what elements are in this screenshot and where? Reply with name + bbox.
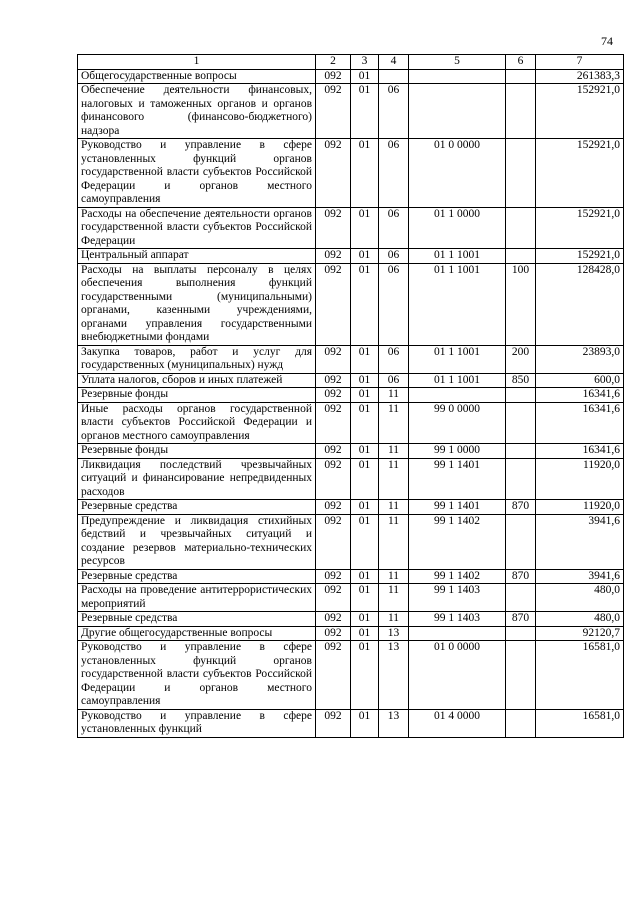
cell-subsection-code: 13 [379, 641, 409, 710]
table-row [78, 444, 624, 459]
cell-section-code: 01 [351, 69, 379, 84]
cell-target-article: 01 1 1001 [409, 249, 506, 264]
table-row [78, 569, 624, 584]
cell-amount: 152921,0 [536, 84, 624, 139]
cell-ministry-code: 092 [316, 514, 351, 569]
cell-amount: 480,0 [536, 584, 624, 612]
cell-description: Руководство и управление в сфере установленных функций органов государственной власти субъектов Российской Федерации и органов местного самоуправления [78, 139, 316, 208]
cell-amount: 600,0 [536, 373, 624, 388]
table-row [78, 402, 624, 444]
table-row [78, 249, 624, 264]
cell-section-code: 01 [351, 458, 379, 500]
cell-description: Резервные фонды [78, 388, 316, 403]
cell-target-article: 01 0 0000 [409, 641, 506, 710]
cell-section-code: 01 [351, 626, 379, 641]
cell-target-article: 99 1 0000 [409, 444, 506, 459]
cell-section-code: 01 [351, 402, 379, 444]
cell-subsection-code: 11 [379, 612, 409, 627]
cell-description: Иные расходы органов государственной власти субъектов Российской Федерации и органов местного самоуправления [78, 402, 316, 444]
cell-description: Резервные средства [78, 569, 316, 584]
cell-expense-type [506, 388, 536, 403]
cell-description: Расходы на проведение антитеррористических мероприятий [78, 584, 316, 612]
cell-expense-type [506, 709, 536, 737]
cell-expense-type [506, 444, 536, 459]
cell-section-code: 01 [351, 84, 379, 139]
cell-description: Резервные средства [78, 500, 316, 515]
cell-target-article: 99 1 1401 [409, 500, 506, 515]
cell-ministry-code: 092 [316, 709, 351, 737]
cell-expense-type: 850 [506, 373, 536, 388]
table-row [78, 458, 624, 500]
cell-ministry-code: 092 [316, 641, 351, 710]
cell-ministry-code: 092 [316, 458, 351, 500]
cell-subsection-code: 11 [379, 388, 409, 403]
cell-ministry-code: 092 [316, 207, 351, 249]
cell-description: Центральный аппарат [78, 249, 316, 264]
cell-amount: 152921,0 [536, 249, 624, 264]
cell-target-article: 01 1 1001 [409, 263, 506, 345]
cell-description: Ликвидация последствий чрезвычайных ситуаций и финансирование непредвиденных расходов [78, 458, 316, 500]
cell-amount: 16581,0 [536, 709, 624, 737]
cell-amount: 11920,0 [536, 500, 624, 515]
cell-section-code: 01 [351, 207, 379, 249]
cell-target-article: 99 0 0000 [409, 402, 506, 444]
table-body [78, 69, 624, 737]
cell-expense-type: 100 [506, 263, 536, 345]
cell-target-article: 01 1 0000 [409, 207, 506, 249]
cell-amount: 23893,0 [536, 345, 624, 373]
cell-target-article: 99 1 1402 [409, 514, 506, 569]
cell-section-code: 01 [351, 373, 379, 388]
cell-section-code: 01 [351, 388, 379, 403]
table-row [78, 584, 624, 612]
cell-amount: 16581,0 [536, 641, 624, 710]
cell-subsection-code: 11 [379, 584, 409, 612]
cell-ministry-code: 092 [316, 612, 351, 627]
cell-ministry-code: 092 [316, 373, 351, 388]
cell-subsection-code: 11 [379, 500, 409, 515]
table-row [78, 709, 624, 737]
cell-expense-type [506, 641, 536, 710]
cell-subsection-code: 11 [379, 444, 409, 459]
cell-amount: 480,0 [536, 612, 624, 627]
cell-subsection-code: 13 [379, 709, 409, 737]
cell-expense-type [506, 84, 536, 139]
cell-description: Уплата налогов, сборов и иных платежей [78, 373, 316, 388]
cell-subsection-code: 06 [379, 345, 409, 373]
cell-description: Закупка товаров, работ и услуг для государственных (муниципальных) нужд [78, 345, 316, 373]
budget-table [77, 54, 624, 738]
cell-expense-type [506, 139, 536, 208]
header-col-7: 7 [536, 55, 624, 70]
cell-ministry-code: 092 [316, 84, 351, 139]
cell-expense-type [506, 458, 536, 500]
cell-expense-type [506, 249, 536, 264]
cell-amount: 152921,0 [536, 139, 624, 208]
cell-target-article: 01 4 0000 [409, 709, 506, 737]
cell-amount: 16341,6 [536, 444, 624, 459]
cell-expense-type: 870 [506, 612, 536, 627]
cell-expense-type [506, 584, 536, 612]
table-row [78, 69, 624, 84]
cell-target-article: 01 1 1001 [409, 345, 506, 373]
cell-ministry-code: 092 [316, 388, 351, 403]
cell-ministry-code: 092 [316, 500, 351, 515]
table-row [78, 84, 624, 139]
cell-subsection-code: 11 [379, 458, 409, 500]
cell-amount: 92120,7 [536, 626, 624, 641]
header-col-1: 1 [78, 55, 316, 70]
cell-ministry-code: 092 [316, 139, 351, 208]
cell-section-code: 01 [351, 569, 379, 584]
cell-amount: 16341,6 [536, 388, 624, 403]
cell-ministry-code: 092 [316, 69, 351, 84]
cell-target-article [409, 69, 506, 84]
cell-section-code: 01 [351, 444, 379, 459]
cell-subsection-code: 11 [379, 569, 409, 584]
cell-section-code: 01 [351, 612, 379, 627]
cell-amount: 261383,3 [536, 69, 624, 84]
cell-section-code: 01 [351, 249, 379, 264]
cell-subsection-code: 11 [379, 514, 409, 569]
cell-description: Руководство и управление в сфере установленных функций [78, 709, 316, 737]
cell-description: Предупреждение и ликвидация стихийных бедствий и чрезвычайных ситуаций и создание резервов материально-технических ресурсов [78, 514, 316, 569]
cell-subsection-code: 06 [379, 263, 409, 345]
table-row [78, 373, 624, 388]
cell-description: Обеспечение деятельности финансовых, налоговых и таможенных органов и органов финансового (финансово-бюджетного) надзора [78, 84, 316, 139]
cell-section-code: 01 [351, 641, 379, 710]
cell-target-article [409, 626, 506, 641]
header-row [78, 55, 624, 70]
cell-description: Руководство и управление в сфере установленных функций органов государственной власти субъектов Российской Федерации и органов местного самоуправления [78, 641, 316, 710]
cell-target-article: 01 0 0000 [409, 139, 506, 208]
table-row [78, 388, 624, 403]
header-col-6: 6 [506, 55, 536, 70]
header-col-5: 5 [409, 55, 506, 70]
cell-ministry-code: 092 [316, 345, 351, 373]
cell-amount: 128428,0 [536, 263, 624, 345]
cell-section-code: 01 [351, 139, 379, 208]
cell-target-article: 99 1 1403 [409, 612, 506, 627]
table-row [78, 514, 624, 569]
cell-subsection-code: 11 [379, 402, 409, 444]
header-col-4: 4 [379, 55, 409, 70]
table-row [78, 612, 624, 627]
cell-subsection-code: 06 [379, 207, 409, 249]
cell-subsection-code: 06 [379, 84, 409, 139]
table-row [78, 263, 624, 345]
cell-description: Общегосударственные вопросы [78, 69, 316, 84]
cell-target-article: 01 1 1001 [409, 373, 506, 388]
cell-target-article: 99 1 1403 [409, 584, 506, 612]
cell-amount: 11920,0 [536, 458, 624, 500]
cell-amount: 16341,6 [536, 402, 624, 444]
cell-description: Резервные средства [78, 612, 316, 627]
table-row [78, 345, 624, 373]
cell-target-article [409, 84, 506, 139]
cell-ministry-code: 092 [316, 444, 351, 459]
cell-expense-type [506, 207, 536, 249]
cell-target-article: 99 1 1401 [409, 458, 506, 500]
cell-description: Резервные фонды [78, 444, 316, 459]
cell-expense-type: 870 [506, 500, 536, 515]
cell-ministry-code: 092 [316, 402, 351, 444]
table-row [78, 139, 624, 208]
cell-ministry-code: 092 [316, 626, 351, 641]
cell-section-code: 01 [351, 514, 379, 569]
cell-expense-type [506, 514, 536, 569]
cell-description: Другие общегосударственные вопросы [78, 626, 316, 641]
cell-section-code: 01 [351, 500, 379, 515]
cell-amount: 3941,6 [536, 514, 624, 569]
cell-ministry-code: 092 [316, 569, 351, 584]
cell-description: Расходы на обеспечение деятельности органов государственной власти субъектов Российской Федерации [78, 207, 316, 249]
table-row [78, 207, 624, 249]
cell-subsection-code [379, 69, 409, 84]
cell-section-code: 01 [351, 584, 379, 612]
cell-subsection-code: 06 [379, 249, 409, 264]
table-row [78, 626, 624, 641]
page-number: 74 [601, 34, 613, 48]
cell-expense-type [506, 402, 536, 444]
cell-section-code: 01 [351, 709, 379, 737]
cell-subsection-code: 06 [379, 373, 409, 388]
header-col-3: 3 [351, 55, 379, 70]
cell-section-code: 01 [351, 345, 379, 373]
cell-section-code: 01 [351, 263, 379, 345]
header-col-2: 2 [316, 55, 351, 70]
cell-ministry-code: 092 [316, 584, 351, 612]
table-row [78, 500, 624, 515]
cell-subsection-code: 13 [379, 626, 409, 641]
table-row [78, 641, 624, 710]
cell-expense-type: 870 [506, 569, 536, 584]
cell-target-article [409, 388, 506, 403]
cell-ministry-code: 092 [316, 249, 351, 264]
cell-amount: 3941,6 [536, 569, 624, 584]
cell-subsection-code: 06 [379, 139, 409, 208]
cell-target-article: 99 1 1402 [409, 569, 506, 584]
cell-amount: 152921,0 [536, 207, 624, 249]
cell-description: Расходы на выплаты персоналу в целях обеспечения выполнения функций государственными (муниципальными) органами, казенными учреждениями, органами управления государственными внебюджетными фондами [78, 263, 316, 345]
cell-expense-type [506, 69, 536, 84]
cell-expense-type: 200 [506, 345, 536, 373]
cell-ministry-code: 092 [316, 263, 351, 345]
cell-expense-type [506, 626, 536, 641]
